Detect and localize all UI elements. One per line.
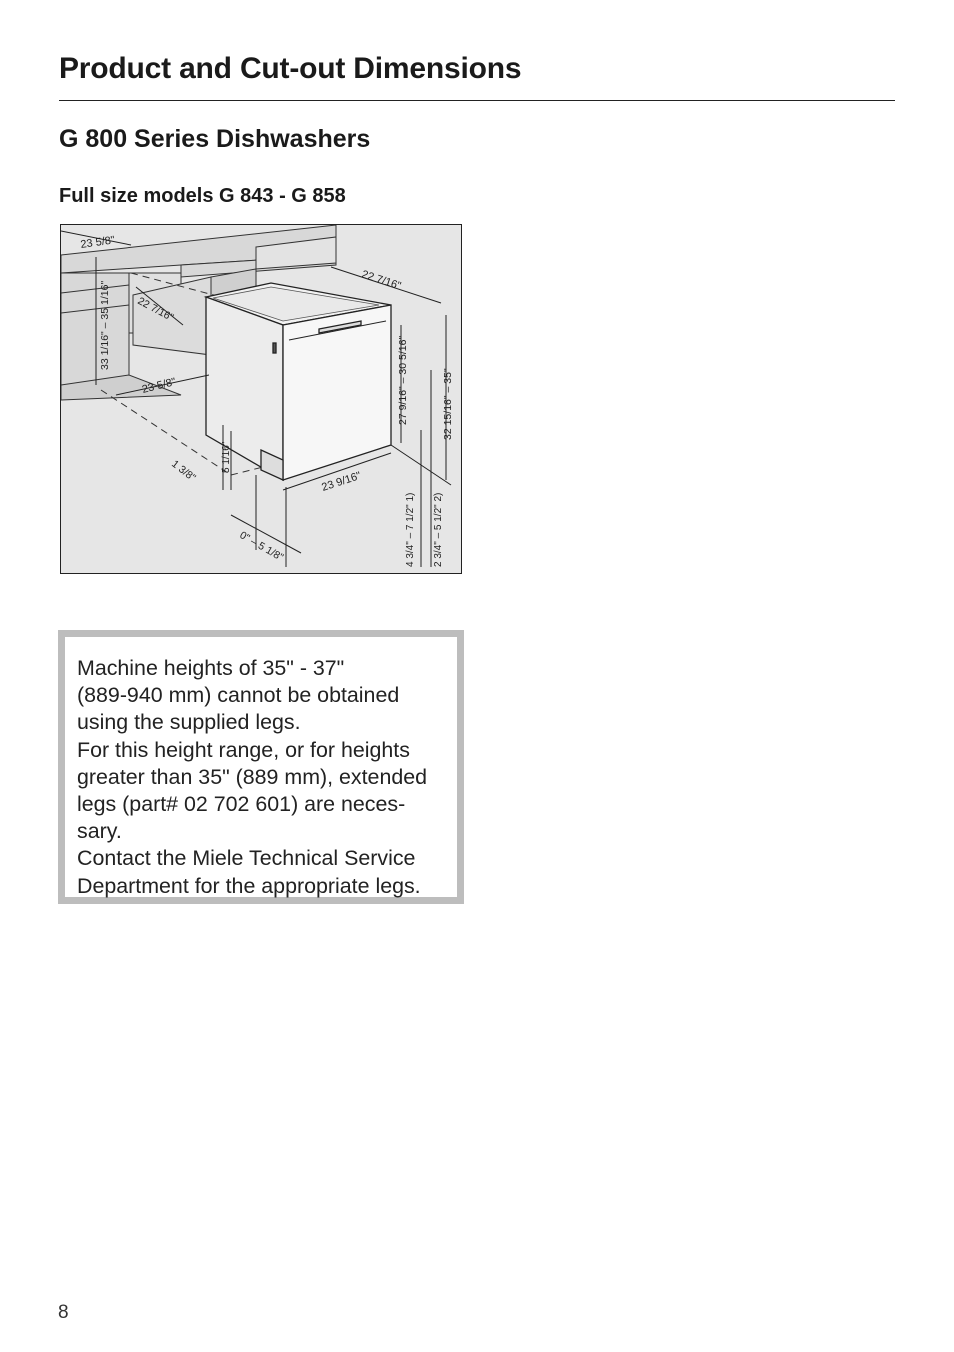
- label-width: 23 9/16": [320, 469, 363, 494]
- note-line: Machine heights of 35" - 37": [77, 656, 345, 680]
- label-kick-height: 5 1/16": [221, 441, 232, 473]
- label-overall-height: 32 15/16" – 35": [442, 368, 454, 440]
- note-line: legs (part# 02 702 601) are neces-: [77, 792, 406, 817]
- note-line: Department for the appropriate legs.: [77, 873, 421, 898]
- label-side-depth: 22 7/16": [135, 295, 176, 324]
- label-panel-height: 27 9/16" – 30 5/16": [397, 335, 409, 425]
- page-number: 8: [58, 1302, 69, 1323]
- label-niche-depth: 23 5/8": [140, 375, 178, 396]
- note-line: greater than 35" (889 mm), extended: [77, 764, 428, 789]
- label-toe-recess: 0" – 5 1/8": [237, 529, 286, 564]
- note-line: (889-940 mm) cannot be obtained: [77, 683, 400, 708]
- page-title: Product and Cut-out Dimensions: [59, 52, 522, 85]
- dimensions-diagram: [60, 224, 462, 574]
- label-plinth-range-1: 4 3/4" – 7 1/2" 1): [405, 492, 416, 567]
- note-line: Contact the Miele Technical Service: [77, 846, 416, 871]
- note-line: using the supplied legs.: [77, 710, 301, 735]
- label-counter-depth: 23 5/8": [79, 234, 116, 251]
- note-box: [58, 630, 464, 904]
- dishwasher-body: [206, 283, 391, 480]
- title-divider: [59, 100, 895, 101]
- note-text: [65, 637, 457, 897]
- models-subheading: Full size models G 843 - G 858: [59, 185, 346, 207]
- label-top-depth: 22 7/16": [360, 268, 403, 293]
- label-cabinet-height: 33 1/16" – 35 1/16": [99, 280, 111, 370]
- note-line: sary.: [77, 819, 122, 844]
- dishwasher-installation-drawing: [61, 225, 461, 573]
- label-leg-offset: 1 3/8": [169, 457, 198, 485]
- note-line: For this height range, or for heights: [77, 737, 410, 762]
- label-plinth-range-2: 2 3/4" – 5 1/2" 2): [433, 492, 444, 567]
- section-heading: G 800 Series Dishwashers: [59, 125, 371, 153]
